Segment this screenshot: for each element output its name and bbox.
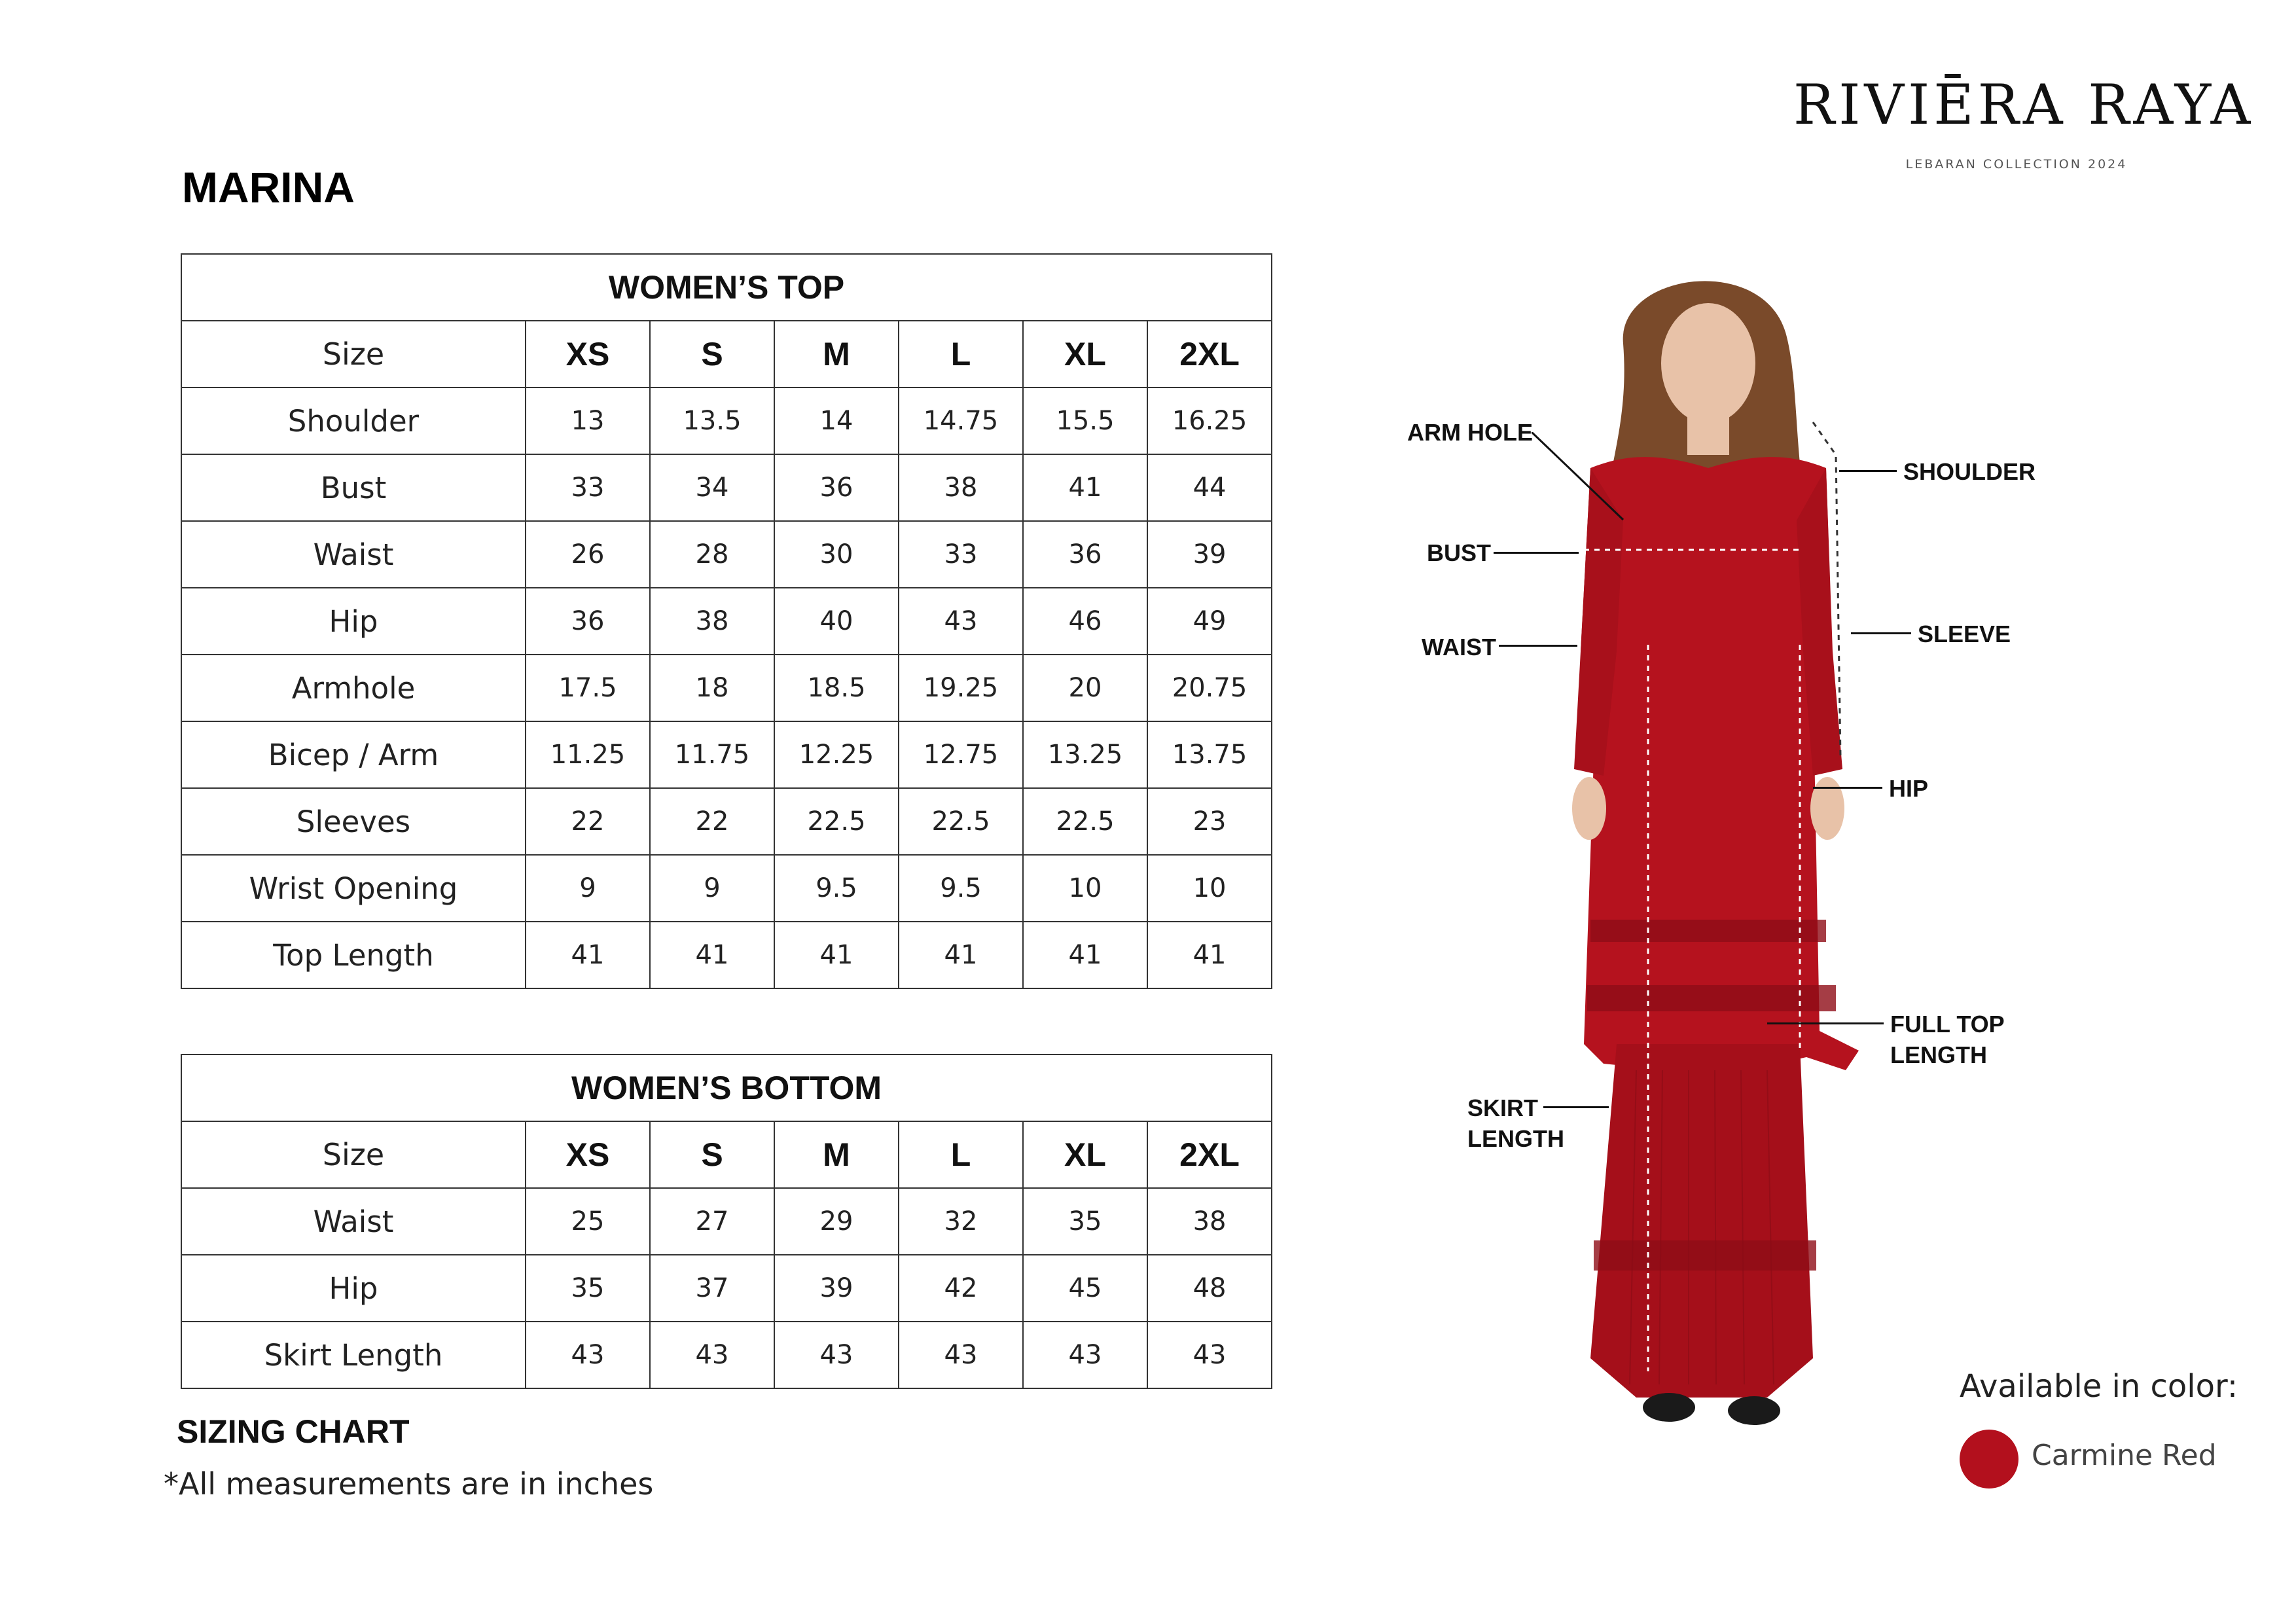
table-cell: 33 (526, 454, 650, 521)
table-cell: 23 (1147, 788, 1272, 855)
row-label: Waist (181, 521, 526, 588)
table-cell: 30 (774, 521, 899, 588)
table-cell: 18 (650, 655, 774, 721)
callout-text: LENGTH (1467, 1125, 1564, 1152)
size-xs: XS (526, 321, 650, 388)
table-row (181, 922, 1272, 988)
dress-skirt (1590, 1044, 1813, 1398)
table-cell: 16.25 (1147, 388, 1272, 454)
table-cell: 35 (526, 1255, 650, 1322)
table-cell: 11.25 (526, 721, 650, 788)
table-cell: 27 (650, 1188, 774, 1255)
table-row (181, 855, 1272, 922)
table-cell: 26 (526, 521, 650, 588)
table-cell: 25 (526, 1188, 650, 1255)
table-cell: 41 (899, 922, 1023, 988)
table-cell: 38 (650, 588, 774, 655)
callout-line (1494, 552, 1579, 554)
table-cell: 39 (1147, 521, 1272, 588)
table-cell: 43 (1023, 1322, 1147, 1388)
womens-bottom-table (181, 1054, 1272, 1389)
measurement-note: *All measurements are in inches (164, 1466, 654, 1502)
callout-arm-hole: ARM HOLE (1407, 419, 1533, 446)
callout-sleeve: SLEEVE (1918, 621, 2011, 647)
size-xl: XL (1023, 1121, 1147, 1188)
table-title: WOMEN’S TOP (181, 254, 1272, 321)
table-cell: 44 (1147, 454, 1272, 521)
callout-full-top-length (1890, 1009, 2005, 1071)
row-label: Shoulder (181, 388, 526, 454)
row-label: Armhole (181, 655, 526, 721)
table-cell: 36 (1023, 521, 1147, 588)
table-cell: 41 (1147, 922, 1272, 988)
table-cell: 41 (1023, 454, 1147, 521)
table-cell: 43 (774, 1322, 899, 1388)
table-cell: 13 (526, 388, 650, 454)
table-cell: 14.75 (899, 388, 1023, 454)
table-cell: 33 (899, 521, 1023, 588)
table-cell: 20 (1023, 655, 1147, 721)
color-name: Carmine Red (2032, 1439, 2217, 1472)
table-cell: 13.75 (1147, 721, 1272, 788)
row-label: Bust (181, 454, 526, 521)
table-cell: 9 (650, 855, 774, 922)
table-cell: 45 (1023, 1255, 1147, 1322)
size-2xl: 2XL (1147, 321, 1272, 388)
right-shoe (1728, 1396, 1780, 1425)
row-label: Bicep / Arm (181, 721, 526, 788)
table-cell: 29 (774, 1188, 899, 1255)
face-shape (1661, 303, 1755, 424)
table-title: WOMEN’S BOTTOM (181, 1055, 1272, 1121)
table-cell: 36 (774, 454, 899, 521)
table-row (181, 388, 1272, 454)
table-cell: 28 (650, 521, 774, 588)
table-cell: 32 (899, 1188, 1023, 1255)
table-row (181, 1255, 1272, 1322)
table-cell: 34 (650, 454, 774, 521)
table-cell: 18.5 (774, 655, 899, 721)
callout-line (1499, 645, 1577, 647)
size-m: M (774, 1121, 899, 1188)
table-cell: 9 (526, 855, 650, 922)
callout-line (1839, 470, 1897, 472)
callout-text: FULL TOP (1890, 1011, 2005, 1038)
table-cell: 11.75 (650, 721, 774, 788)
table-cell: 43 (650, 1322, 774, 1388)
table-cell: 9.5 (774, 855, 899, 922)
table-cell: 12.25 (774, 721, 899, 788)
table-cell: 12.75 (899, 721, 1023, 788)
womens-top-table (181, 253, 1272, 989)
table-cell: 38 (1147, 1188, 1272, 1255)
left-shoe (1643, 1393, 1695, 1422)
table-cell: 43 (1147, 1322, 1272, 1388)
size-2xl: 2XL (1147, 1121, 1272, 1188)
table-cell: 17.5 (526, 655, 650, 721)
table-cell: 46 (1023, 588, 1147, 655)
table-row (181, 1322, 1272, 1388)
table-cell: 22.5 (1023, 788, 1147, 855)
table-row (181, 1188, 1272, 1255)
callout-line (1767, 1022, 1884, 1024)
row-label: Hip (181, 588, 526, 655)
table-cell: 22 (650, 788, 774, 855)
table-cell: 41 (1023, 922, 1147, 988)
size-l: L (899, 321, 1023, 388)
table-cell: 37 (650, 1255, 774, 1322)
lace-band (1594, 1240, 1816, 1271)
table-cell: 22 (526, 788, 650, 855)
callout-line (1532, 432, 1630, 524)
table-cell: 41 (526, 922, 650, 988)
table-cell: 20.75 (1147, 655, 1272, 721)
row-label: Top Length (181, 922, 526, 988)
row-label: Wrist Opening (181, 855, 526, 922)
table-cell: 19.25 (899, 655, 1023, 721)
table-cell: 9.5 (899, 855, 1023, 922)
table-cell: 39 (774, 1255, 899, 1322)
table-row (181, 521, 1272, 588)
table-cell: 38 (899, 454, 1023, 521)
table-cell: 22.5 (899, 788, 1023, 855)
table-cell: 43 (899, 588, 1023, 655)
table-cell: 10 (1023, 855, 1147, 922)
table-row (181, 721, 1272, 788)
table-cell: 41 (774, 922, 899, 988)
size-xs: XS (526, 1121, 650, 1188)
left-hand (1572, 777, 1606, 840)
availability-label: Available in color: (1960, 1368, 2238, 1405)
neck-shape (1687, 416, 1729, 455)
callout-shoulder: SHOULDER (1903, 458, 2036, 485)
table-cell: 43 (526, 1322, 650, 1388)
callout-bust: BUST (1427, 539, 1491, 566)
lace-band (1587, 985, 1836, 1011)
table-cell: 13.5 (650, 388, 774, 454)
table-cell: 40 (774, 588, 899, 655)
table-cell: 42 (899, 1255, 1023, 1322)
table-cell: 22.5 (774, 788, 899, 855)
callout-skirt-length (1467, 1093, 1564, 1155)
size-s: S (650, 1121, 774, 1188)
callout-text: LENGTH (1890, 1041, 1987, 1068)
brand-logo: RIVIĒRA RAYA (1793, 73, 2255, 137)
color-swatch[interactable] (1960, 1430, 2018, 1489)
table-cell: 41 (650, 922, 774, 988)
table-cell: 15.5 (1023, 388, 1147, 454)
callout-line (1813, 787, 1882, 789)
callout-line (1543, 1106, 1609, 1108)
row-label: Hip (181, 1255, 526, 1322)
size-l: L (899, 1121, 1023, 1188)
callout-waist: WAIST (1422, 634, 1496, 660)
size-label: Size (181, 321, 526, 388)
table-cell: 48 (1147, 1255, 1272, 1322)
table-row (181, 788, 1272, 855)
row-label: Sleeves (181, 788, 526, 855)
table-cell: 10 (1147, 855, 1272, 922)
size-s: S (650, 321, 774, 388)
table-row (181, 588, 1272, 655)
table-row (181, 655, 1272, 721)
size-xl: XL (1023, 321, 1147, 388)
table-cell: 49 (1147, 588, 1272, 655)
product-title: MARINA (182, 163, 355, 211)
brand-subtitle: LEBARAN COLLECTION 2024 (1905, 157, 2128, 171)
table-cell: 13.25 (1023, 721, 1147, 788)
callout-hip: HIP (1889, 775, 1929, 802)
table-cell: 43 (899, 1322, 1023, 1388)
table-cell: 36 (526, 588, 650, 655)
row-label: Waist (181, 1188, 526, 1255)
table-cell: 14 (774, 388, 899, 454)
size-header-row (181, 1121, 1272, 1188)
table-row (181, 454, 1272, 521)
callout-line (1851, 632, 1911, 634)
table-cell: 35 (1023, 1188, 1147, 1255)
size-m: M (774, 321, 899, 388)
size-label: Size (181, 1121, 526, 1188)
lace-band (1590, 920, 1826, 942)
callout-text: SKIRT (1467, 1094, 1538, 1121)
row-label: Skirt Length (181, 1322, 526, 1388)
sizing-chart-title: SIZING CHART (177, 1413, 410, 1450)
size-header-row (181, 321, 1272, 388)
